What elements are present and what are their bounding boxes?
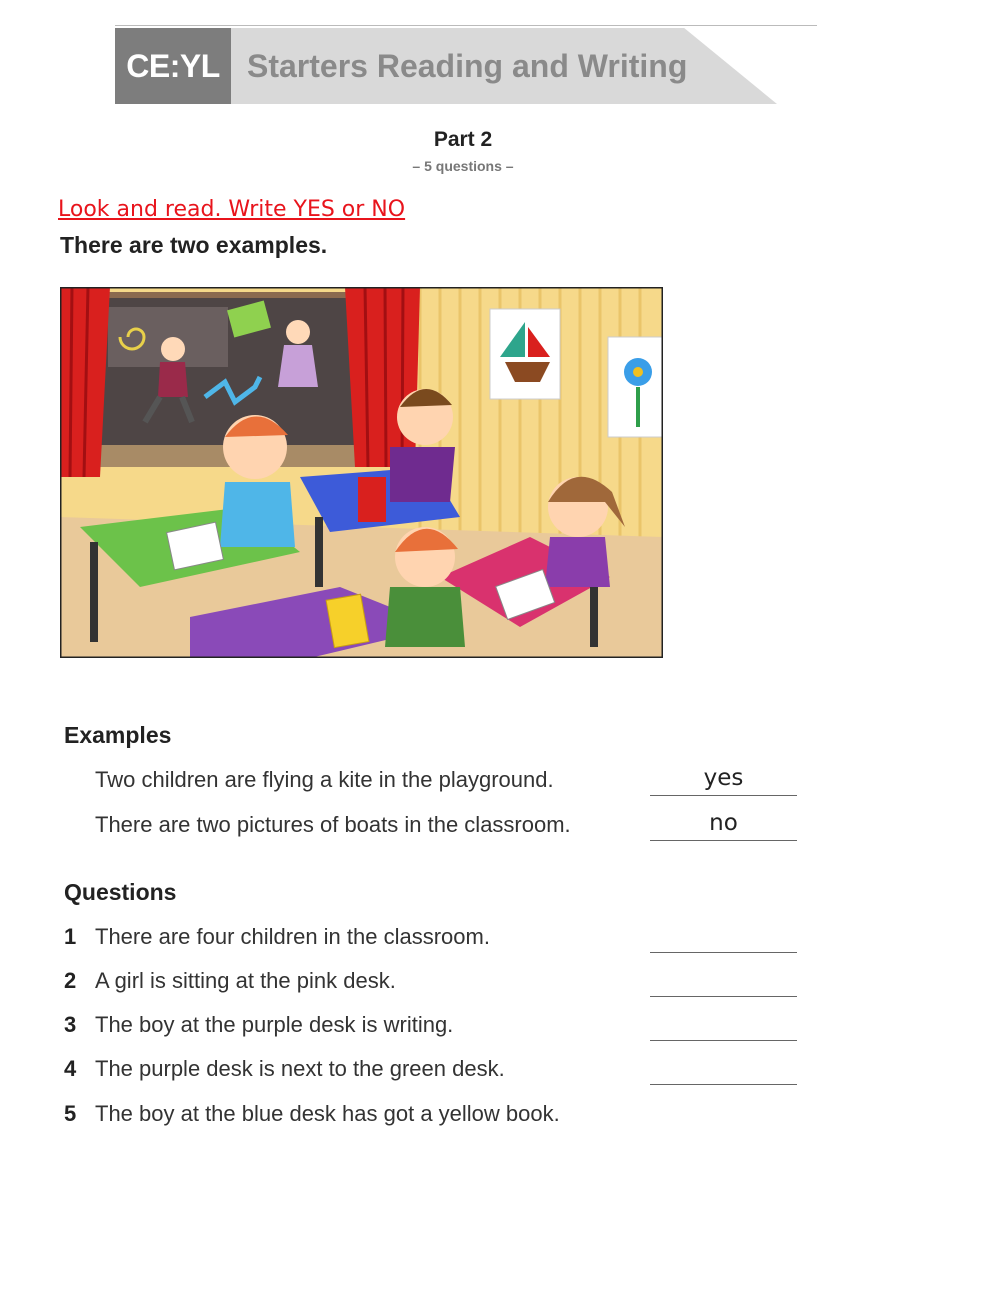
question-number: 3 [64,1012,77,1037]
question-count: – 5 questions – [412,158,514,174]
part-title: Part 2 [433,128,493,151]
question-text: The boy at the blue desk has got a yellow book. [95,1101,560,1126]
header-badge: CE:YL [115,28,231,104]
question-number: 1 [64,924,77,949]
example-row [64,767,804,797]
examples-heading: Examples [64,722,172,748]
question-number: 2 [64,968,77,993]
question-text: There are four children in the classroom. [95,924,490,949]
answer-field-3[interactable] [650,1010,797,1041]
question-number: 5 [64,1101,77,1126]
instruction-sub: There are two examples. [60,232,328,258]
header-title: Starters Reading and Writing [247,48,688,84]
question-row [64,1012,804,1042]
answer-field-4[interactable] [650,1054,797,1085]
questions-heading: Questions [64,879,177,905]
header-banner [115,28,777,104]
question-number: 4 [64,1056,77,1081]
instruction-main: Look and read. Write YES or NO [58,197,406,222]
question-text: The boy at the purple desk is writing. [95,1012,454,1037]
classroom-picture [60,287,663,658]
question-text: The purple desk is next to the green desk. [95,1056,505,1081]
example-answer: yes [650,765,797,796]
example-text: There are two pictures of boats in the classroom. [95,812,571,837]
question-row [64,968,804,998]
answer-field-1[interactable] [650,922,797,953]
example-answer: no [650,810,797,841]
example-row [64,812,804,842]
question-row [64,1056,804,1086]
question-row [64,1101,804,1131]
question-row [64,924,804,954]
question-text: A girl is sitting at the pink desk. [95,968,396,993]
example-text: Two children are flying a kite in the playground. [95,767,554,792]
answer-field-2[interactable] [650,966,797,997]
header-rule [115,25,817,26]
